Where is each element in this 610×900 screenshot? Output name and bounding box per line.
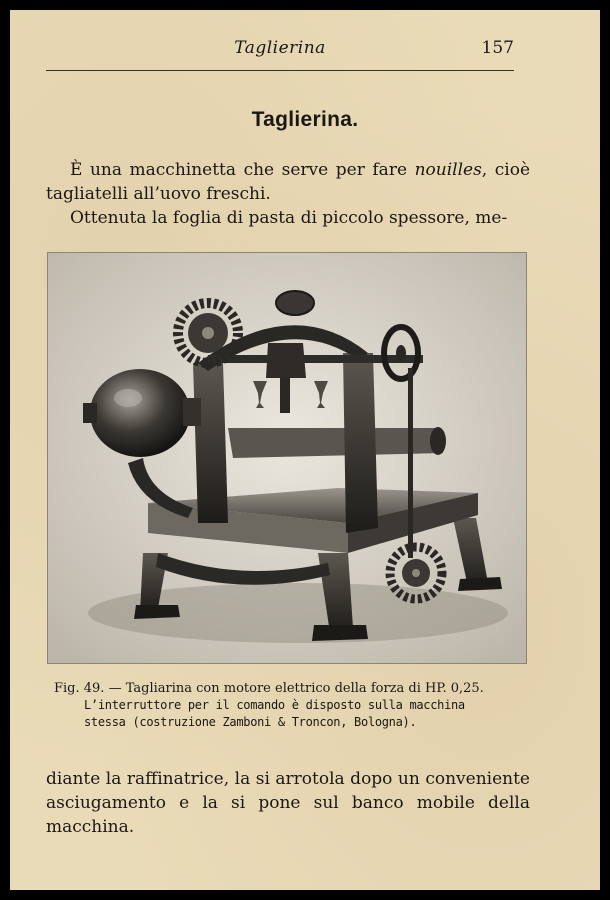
figure-number: Fig. 49. — (54, 681, 122, 696)
page-number: 157 (481, 38, 514, 58)
machine-illustration (48, 253, 526, 663)
book-page (10, 10, 600, 890)
caption-line-2: L’interruttore per il comando è disposto sulla macchina (84, 698, 465, 712)
paragraph-1-emphasis: nouilles (414, 160, 482, 180)
running-head (46, 36, 514, 71)
caption-text-1: Tagliarina con motore elettrico della forza di HP. 0,25. (121, 681, 484, 696)
section-heading: Taglierina. (251, 108, 359, 131)
figure-caption (54, 680, 524, 731)
running-head-title: Taglierina (234, 38, 326, 58)
paragraph-3: diante la raffinatrice, la si arrotola dopo un conveniente asciugamento e la si pone sul banco mobile della macchina. (46, 769, 530, 837)
paragraph-1-text-end: , cioè tagliatelli all’uovo freschi. (46, 160, 531, 204)
paragraph-2: Ottenuta la foglia di pasta di piccolo spessore, me- (70, 208, 508, 228)
paragraph-1-text-start: È una macchinetta che serve per fare (70, 160, 415, 180)
figure-49-image (47, 252, 527, 664)
caption-line-1 (54, 680, 524, 697)
caption-line-3: stessa (costruzione Zamboni & Troncon, Bologna). (84, 715, 417, 729)
paragraph-1 (46, 158, 530, 206)
